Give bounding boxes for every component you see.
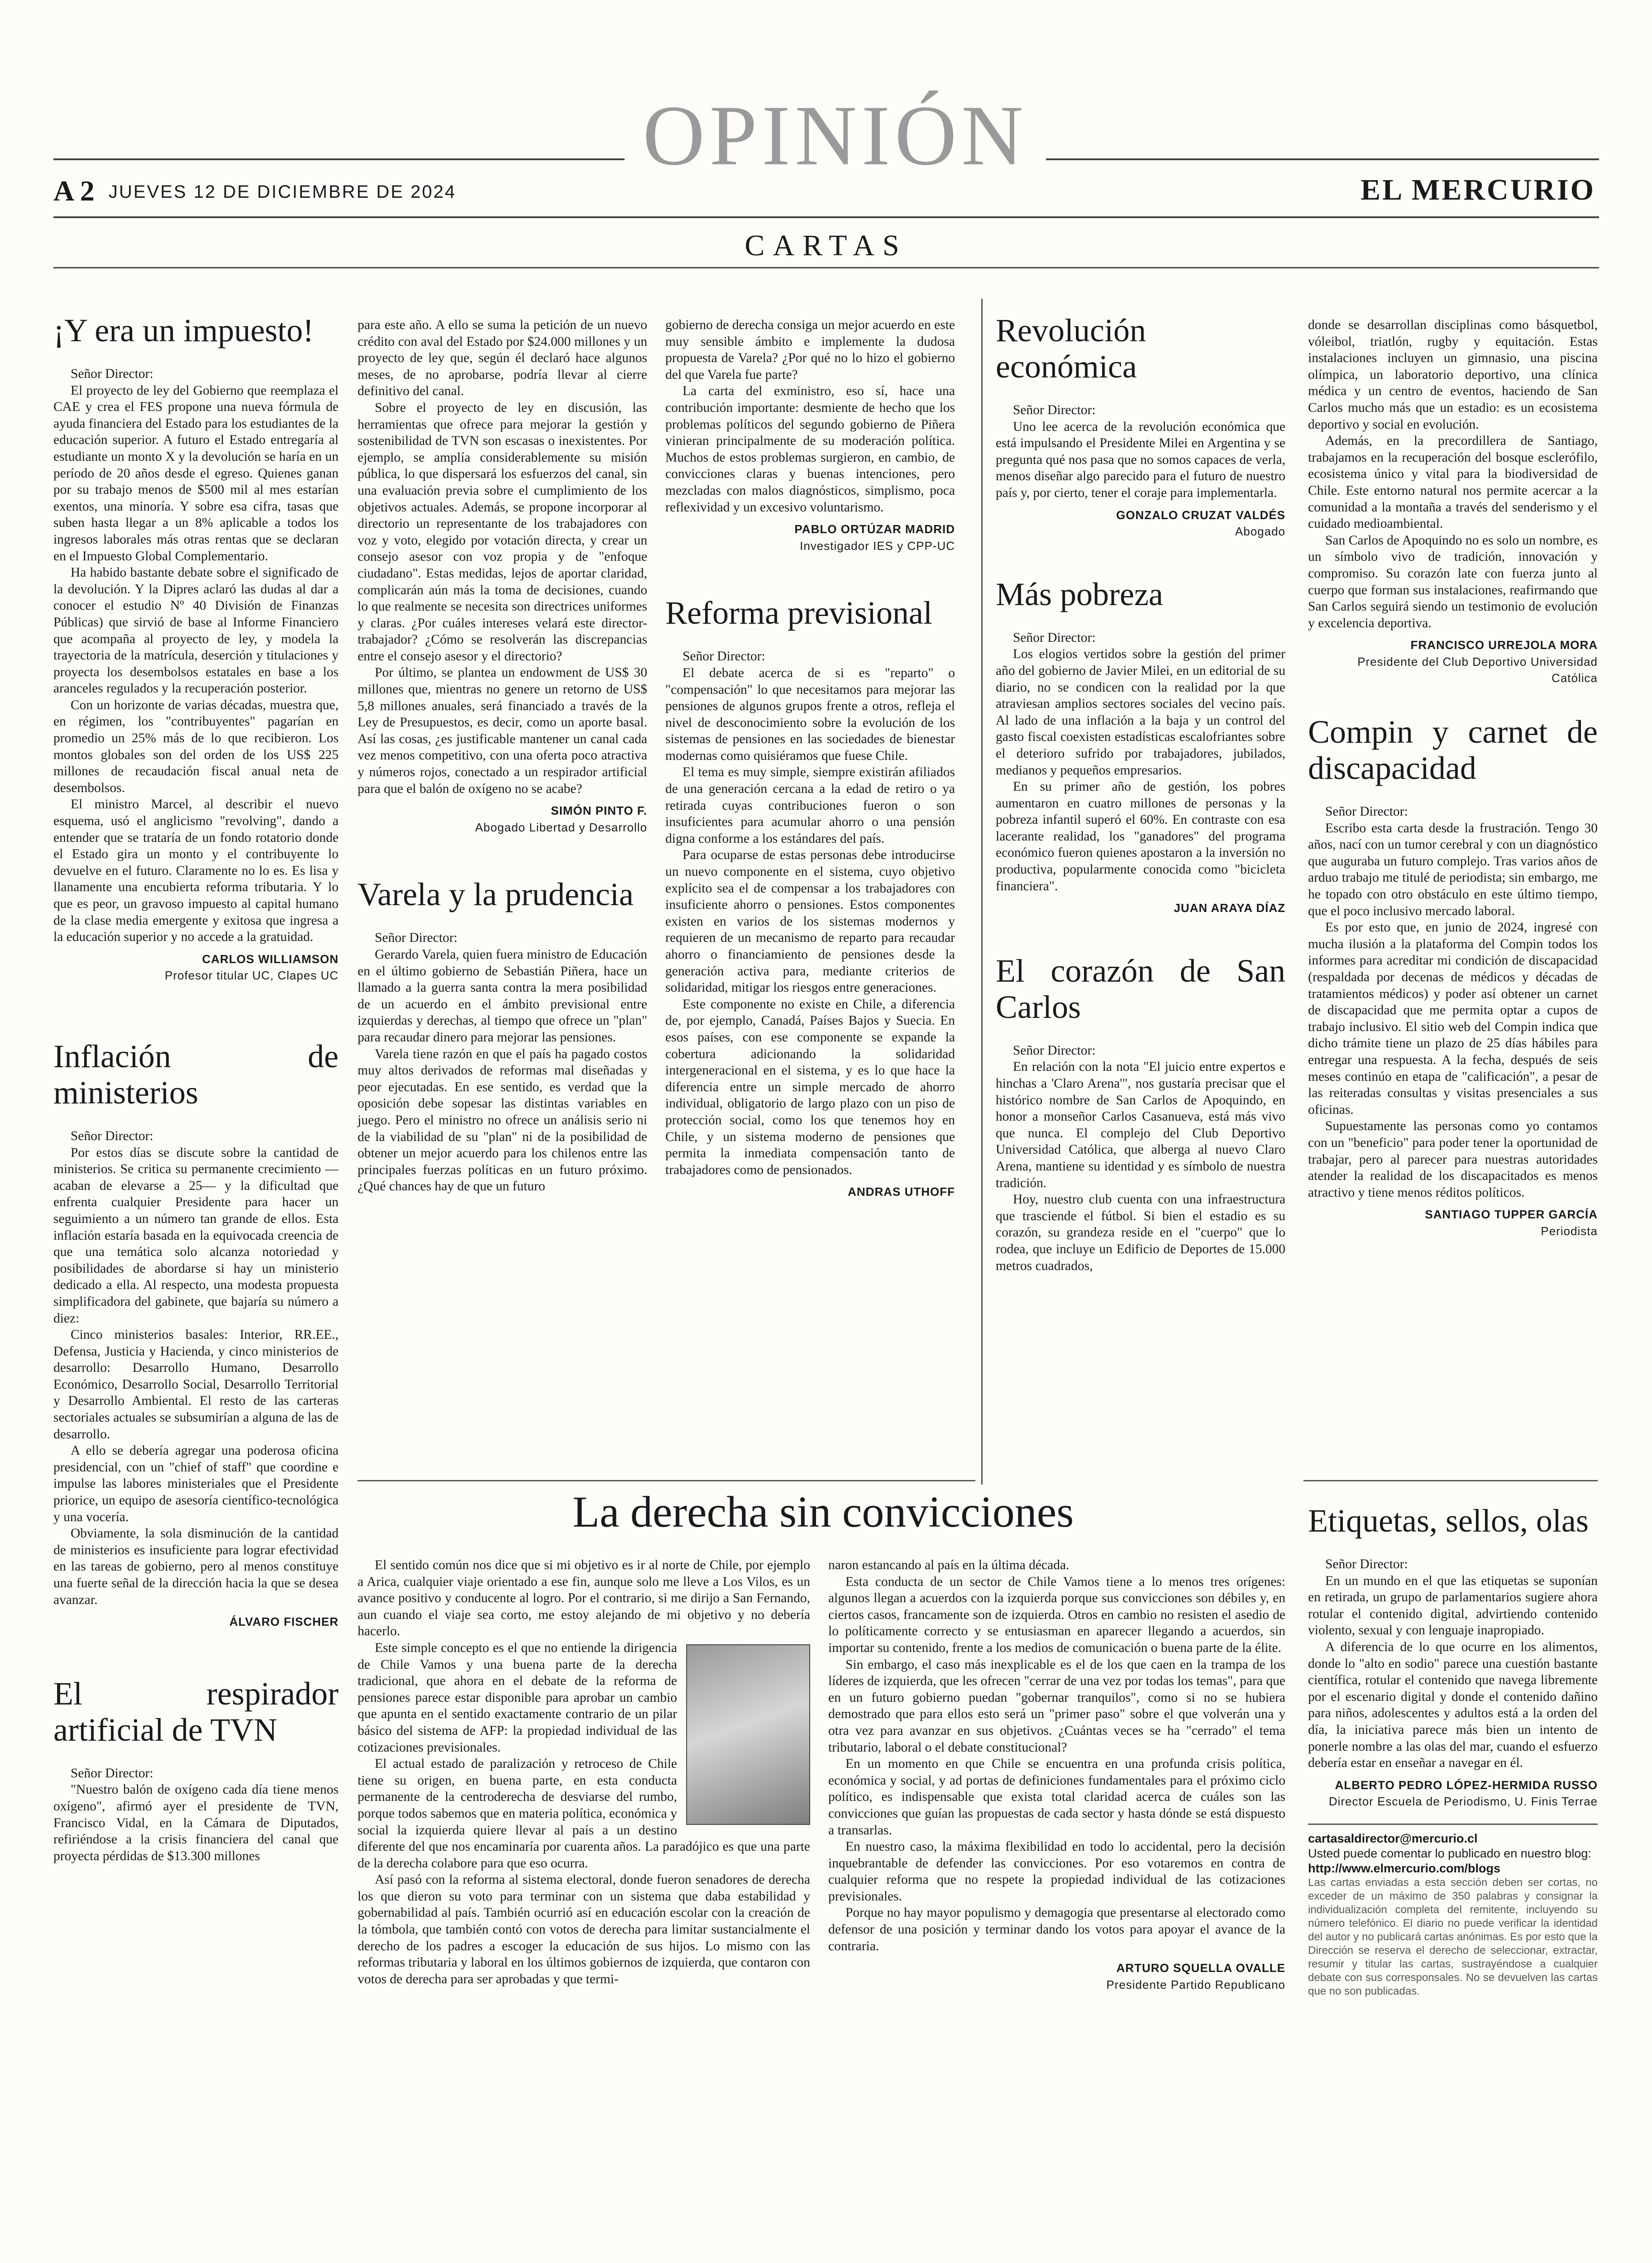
paragraph: para este año. A ello se suma la petición de un nuevo crédito con aval del Estado por $24.000 millones y un proyecto de ley que, según él declaró hace algunos meses, de no aprobarse, podría llevar al cierre definitivo del canal.	[358, 318, 647, 399]
salutation: Señor Director:	[71, 367, 153, 381]
signature	[996, 507, 1285, 540]
letter-title: Etiquetas, sellos, olas	[1308, 1503, 1589, 1539]
signature-role: Presidente Partido Republicano	[1106, 1977, 1285, 1991]
paragraph: Cinco ministerios basales: Interior, RR.EE., Defensa, Justicia y Hacienda, y cinco ministerios de desarrollo: Desarrollo Humano, Desarrollo Económico, Desarrollo Social, Desarrollo Territorial y Desarrollo Ambiental. El resto de las carteras sectoriales actuales se subsumirían a alguna de las de desarrollo.	[53, 1327, 339, 1442]
subsection-title: CARTAS	[745, 229, 907, 262]
paragraph: Este simple concepto es el que no entiende la dirigencia de Chile Vamos y una buena parte de la derecha tradicional, que ahora en el debate de la reforma de pensiones parece estar disponible para aprobar un cambio que apunta en el sentido exactamente contrario de un pilar básico del sistema de AFP: la propiedad individual de las cotizaciones previsionales.	[358, 1640, 677, 1755]
signature-role: Periodista	[1541, 1224, 1598, 1238]
signature-name: FRANCISCO URREJOLA MORA	[1410, 638, 1598, 652]
signature-name: GONZALO CRUZAT VALDÉS	[1116, 508, 1285, 522]
paragraph: Con un horizonte de varias décadas, muestra que, en régimen, los "contribuyentes" pagarían en promedio un 25% más de lo que recibieron. Los montos globales son del orden de los US$ 225 millones de recaudación fiscal anual neta de desembolsos.	[53, 697, 339, 795]
issue-date: JUEVES 12 DE DICIEMBRE DE 2024	[109, 182, 457, 202]
paragraph: Por último, se plantea un endowment de US$ 30 millones que, mientras no genere un retorno de US$ 5,8 millones anuales, será financiado a través de la Ley de Presupuestos, es decir, como un aporte basal. Así las cosas, ¿es justificable mantener un canal cada vez menos competitivo, con una oferta poco atractiva y números rojos, conectado a un respirador artificial para que el balón de oxígeno no se acabe?	[358, 665, 647, 796]
signature	[1308, 637, 1598, 687]
paragraph: Así pasó con la reforma al sistema electoral, donde fueron senadores de derecha los que dieron su voto para terminar con un sistema que daba estabilidad y gobernabilidad al país. También ocurrió así en educación escolar con la creación de la tómbola, que también contó con votos de derecha para limitar sustancialmente el derecho de los padres a escoger la educación de sus hijos. Lo mismo con las reformas tributaria y laboral en los últimos gobiernos de izquierda, que contaron con votos de derecha para ser aprobadas y que termi-	[358, 1872, 810, 1986]
paragraph: Porque no hay mayor populismo y demagogia que presentarse al electorado como defensor de una posición y terminar dando los votos para apoyar el avance de la contraria.	[828, 1905, 1285, 1953]
paragraph: Es por esto que, en junio de 2024, ingresé con mucha ilusión a la plataforma del Compin todos los informes para acreditar mi condición de discapacidad (respaldada por decenas de médicos y décadas de tratamientos médicos) y poder así obtener un carnet de discapacidad que me permita optar a cupos de trabajo inclusivo. El sitio web del Compin indica que dicho trámite tiene un plazo de 25 días hábiles para entregar una respuesta. A la fecha, después de seis meses continúo en etapa de "calificación", a pesar de las reiteradas consultas y visitas presenciales a sus oficinas.	[1308, 920, 1598, 1117]
signature	[53, 1614, 339, 1630]
paragraph: En relación con la nota "El juicio entre expertos e hinchas a 'Claro Arena'", nos gustaría precisar que el histórico nombre de San Carlos de Apoquindo, en honor a monseñor Carlos Casanueva, está más vivo que nunca. El complejo del Club Deportivo Universidad Católica, que alberga al nuevo Claro Arena, mantiene su identidad y es símbolo de nuestra tradición.	[996, 1060, 1285, 1190]
contact-rules: Las cartas enviadas a esta sección deben ser cortas, no exceder de un máximo de 350 palabras y consignar la individualización completa del remitente, incluyendo su número telefónico. El diario no puede verificar la identidad del autor y no publicará cartas anónimas. Es por esto que la Dirección se reserva el derecho de seleccionar, extractar, resumir y titular las cartas, sustrayéndose a cualquier debate con sus corresponsales. No se devuelven las cartas que no son publicadas.	[1308, 1876, 1598, 1997]
letter-title: Compin y carnet de discapacidad	[1308, 714, 1598, 787]
paragraph: Uno lee acerca de la revolución económica que está impulsando el Presidente Milei en Argentina y se pregunta qué nos pasa que no somos capaces de verla, menos diseñar algo parecido para el futuro de nuestro país y, por cierto, tener el coraje para implementarla.	[996, 419, 1285, 500]
signature-role: Profesor titular UC, Clapes UC	[165, 969, 339, 983]
salutation: Señor Director:	[683, 649, 765, 664]
paragraph: En su primer año de gestión, los pobres aumentaron en cuatro millones de personas y la pobreza infantil superó el 60%. En contraste con esa lacerante realidad, los "ganadores" del programa económico fueron quienes apostaron a la inversión no productiva, popularmente conocida como "bicicleta financiera".	[996, 779, 1285, 893]
paragraph: En nuestro caso, la máxima flexibilidad en todo lo accidental, pero la decisión inquebrantable de defender las convicciones. Por eso votaremos en contra de cualquier reforma que no respete la propiedad individual de las cotizaciones previsionales.	[828, 1839, 1285, 1904]
signature	[665, 521, 955, 554]
letter-title: Reforma previsional	[665, 595, 932, 631]
signature	[828, 1960, 1285, 1993]
letter-title: Más pobreza	[996, 576, 1163, 612]
paragraph: En un momento en que Chile se encuentra en una profunda crisis política, económica y social, y ad portas de definiciones fundamentales para el próximo ciclo político, es indispensable que exista total claridad acerca de cuáles son las convicciones que guían las propuestas de cada sector y hasta dónde se está dispuesto a transarlas.	[828, 1757, 1285, 1838]
section-title: OPINIÓN	[625, 93, 1046, 179]
signature	[996, 900, 1285, 917]
signature-role: Presidente del Club Deportivo Universidad Católica	[1357, 654, 1598, 685]
paragraph: Además, en la precordillera de Santiago, trabajamos en la recuperación del bosque esclerófilo, ecosistema único y vital para la biodiversidad de Chile. Este entorno natural nos permite acercar a la comunidad a la montaña a través del senderismo y el cuidado medioambiental.	[1308, 434, 1598, 531]
paragraph: Por estos días se discute sobre la cantidad de ministerios. Se critica su permanente crecimiento —acaban de elevarse a 25— y la dificultad que enfrenta cualquier Presidente para hacer un seguimiento a un número tan grande de ellos. Esta inflación estaría basada en la equivocada creencia de que una temática solo alcanza notoriedad y posibilidades de abordarse si hay un ministerio dedicado a ella. Al respecto, una modesta propuesta simplificadora del gabinete, que bajaría su número a diez:	[53, 1145, 339, 1326]
signature-role: Abogado	[1235, 525, 1285, 539]
page-number: A 2	[53, 175, 95, 207]
signature-name: ANDRAS UTHOFF	[848, 1185, 955, 1199]
signature-name: ALBERTO PEDRO LÓPEZ-HERMIDA RUSSO	[1335, 1778, 1598, 1792]
paragraph: Este componente no existe en Chile, a diferencia de, por ejemplo, Canadá, Países Bajos y Suecia. En esos países, con ese componente se expande la cobertura adicionando la solidaridad intergeneracional en el sistema, y es lo que hace la diferencia entre un simple mercado de ahorro individual, obligatorio de largo plazo con un piso de protección social, como los que tenemos hoy en Chile, y un sistema moderno de pensiones que permita la inmediata compensación tanto de trabajadores como de pensionados.	[665, 997, 955, 1177]
column-2	[358, 317, 647, 1195]
salutation: Señor Director:	[1325, 1557, 1408, 1571]
derecha-col-1	[358, 1557, 810, 1987]
newspaper-name: EL MERCURIO	[1361, 173, 1595, 206]
cartas-rule	[53, 267, 1599, 268]
letter-title: Inflación de ministerios	[53, 1038, 339, 1111]
paragraph: "Nuestro balón de oxígeno cada día tiene menos oxígeno", afirmó ayer el presidente de TVN, Francisco Vidal, en la Cámara de Diputados, refiriéndose a la crisis financiera del canal que proyecta pérdidas de $13.300 millones	[53, 1782, 339, 1863]
contact-email[interactable]: cartasaldirector@mercurio.cl	[1308, 1831, 1478, 1845]
paragraph: naron estancando al país en la última década.	[828, 1558, 1070, 1572]
salutation: Señor Director:	[1013, 403, 1096, 417]
paragraph: Para ocuparse de estas personas debe introducirse un nuevo componente en el sistema, cuyo objetivo explícito sea el de compensar a los trabajadores con insuficiente ahorro o pensiones. Estos componentes existen en varios de los sistemas modernos y requieren de un mecanismo de reparto para recaudar ahorro o financiamiento de pensiones desde la generación activa para, mediante criterios de solidaridad, mitigar los riesgos entre generaciones.	[665, 848, 955, 995]
salutation: Señor Director:	[71, 1128, 153, 1143]
salutation: Señor Director:	[1325, 804, 1408, 819]
signature-name: PABLO ORTÚZAR MADRID	[794, 522, 955, 536]
paragraph: El tema es muy simple, siempre existirán afiliados de una generación cercana a la edad de retiro o ya retirada cuyas contribuciones fueron o son insuficientes para acumular ahorro o una pensión digna conforme a los estándares del país.	[665, 765, 955, 846]
paragraph: Supuestamente las personas como yo contamos con un "beneficio" para poder tener la oportunidad de trabajar, pero al parecer para nuestras autoridades atender la realidad de los discapacitados es menos atractivo y tiene menos réditos políticos.	[1308, 1119, 1598, 1200]
paragraph: A ello se debería agregar una poderosa oficina presidencial, con un "chief of staff" que coordine e impulse las labores ministeriales que el Presidente priorice, un equipo de asesoría científico-tecnológica y una vocería.	[53, 1443, 339, 1524]
paragraph: Escribo esta carta desde la frustración. Tengo 30 años, nací con un tumor cerebral y con un diagnóstico que auguraba un futuro complejo. Tras varios años de arduo trabajo me titulé de periodista; sin embargo, me he topado con otro obstáculo en este último tiempo, que el poco inclusivo mercado laboral.	[1308, 821, 1598, 918]
divider	[1303, 1480, 1598, 1481]
paragraph: Hoy, nuestro club cuenta con una infraestructura que trasciende el fútbol. Si bien el estadio es su corazón, su grandeza reside en el "cuerpo" que lo rodea, que incluye un Edificio de Deportes de 15.000 metros cuadrados,	[996, 1192, 1285, 1273]
signature-name: CARLOS WILLIAMSON	[202, 952, 339, 966]
paragraph: Los elogios vertidos sobre la gestión del primer año del gobierno de Javier Milei, en un editorial de su diario, no se condicen con la realidad por la que atraviesan amplios sectores sociales del vecino país. Al lado de una inflación a la baja y un control del gasto fiscal coexisten estadísticas escalofriantes sobre el deterioro sufrido por trabajadores, jubilados, medianos y pequeños empresarios.	[996, 647, 1285, 778]
signature	[1308, 1777, 1598, 1810]
paragraph: Sin embargo, el caso más inexplicable es el de los que caen en la trampa de los líderes de izquierda, que les ofrecen "cerrar de una vez por todas los temas", para que en un futuro gobierno puedan "gobernar tranquilos", como si no se hubiera demostrado que para ellos esto será un "primer paso" sobre el que volverán una y otra vez para avanzar en sus objetivos. ¿Cuántas veces se ha "cerrado" el tema tributario, laboral o el debate constitucional?	[828, 1657, 1285, 1755]
salutation: Señor Director:	[71, 1766, 153, 1781]
salutation: Señor Director:	[1013, 1043, 1096, 1058]
paragraph: Obviamente, la sola disminución de la cantidad de ministerios es insuficiente para lograr efectividad en las tareas de gobierno, pero al menos constituye una fuerte señal de la dirección hacia la que se desea avanzar.	[53, 1526, 339, 1607]
signature-name: SANTIAGO TUPPER GARCÍA	[1425, 1208, 1598, 1222]
paragraph: Sobre el proyecto de ley en discusión, las herramientas que ofrece para mejorar la gestión y sostenibilidad de TVN son escasas o inexistentes. Por ejemplo, se amplía considerablemente su misión pública, lo que dispersará los esfuerzos del canal, sin una evaluación previa sobre el cumplimiento de los objetivos actuales. Además, se propone incorporar al directorio un representante de los trabajadores con voz y voto, elegido por votación directa, y crear un consejo asesor con voz propia y de "enfoque ciudadano". Estas medidas, lejos de aportar claridad, complicarán aún más la toma de decisiones, cuando lo que realmente se necesita son directrices uniformes y claras. ¿Por cuáles intereses velará este director-trabajador? ¿Cómo se resolverán las discrepancias entre el consejo asesor y el directorio?	[358, 400, 647, 664]
letter-title: ¡Y era un impuesto!	[53, 312, 314, 349]
letter-title: Varela y la prudencia	[358, 876, 634, 913]
signature-role: Investigador IES y CPP-UC	[800, 539, 955, 553]
column-divider	[981, 299, 983, 1485]
header-rule	[53, 216, 1599, 218]
paragraph: En un mundo en el que las etiquetas se suponían en retirada, un grupo de parlamentarios sugiere ahora rotular el contenido digital, advirtiendo contenido violento, sexual y con lenguaje inapropiado.	[1308, 1573, 1598, 1638]
letter-title: El corazón de San Carlos	[996, 952, 1285, 1025]
paragraph: Gerardo Varela, quien fuera ministro de Educación en el último gobierno de Sebastián Piñera, hace un llamado a la guerra santa contra la mera posibilidad de un acuerdo en el ámbito previsional entre izquierdas y derechas, al tiempo que ofrece un "plan" para recaudar dinero para mejorar las pensiones.	[358, 947, 647, 1045]
column-3	[665, 317, 955, 1200]
letter-title: El respirador artificial de TVN	[53, 1675, 339, 1748]
signature	[1308, 1206, 1598, 1239]
signature	[53, 951, 339, 984]
paragraph: Esta conducta de un sector de Chile Vamos tiene a lo menos tres orígenes: algunos llegan a acuerdos con la izquierda porque sus convicciones son débiles y, en ciertos casos, francamente son de izquierda. Otros en cambio no resisten el asedio de lo políticamente correcto y se entusiasman en aparecer llegando a acuerdos, sin importar su contenido, frente a los medios de comunicación o buena parte de la élite.	[828, 1574, 1285, 1655]
author-portrait	[686, 1644, 810, 1825]
paragraph: Ha habido bastante debate sobre el significado de la devolución. Y la Dipres aclaró las dudas al dar a conocer el estudio Nº 40 División de Finanzas Públicas) que sirvió de base al Informe Financiero que acompaña al proyecto de ley, y modela la trayectoria de la matrícula, deserción y titulaciones y proyecta los desembolsos estatales en base a los aranceles regulados y la recuperación posterior.	[53, 565, 339, 696]
paragraph: A diferencia de lo que ocurre en los alimentos, donde lo "alto en sodio" parece una cuestión bastante científica, rotular el contenido que navega libremente por el escenario digital y donde el contenido dañino para niños, adolescentes y adultos está a la orden del día, la iniciativa parece más bien un intento de ponerle nombre a las olas del mar, cuando el esfuerzo debería estar en enseñar a navegar en él.	[1308, 1639, 1598, 1771]
paragraph: Varela tiene razón en que el país ha pagado costos muy altos derivados de reformas mal diseñadas y peor ejecutadas. En ese sentido, es verdad que la oposición debe sopesar las distintas variables en juego. Pero el ministro no ofrece un análisis serio ni de la viabilidad de su "plan" ni de la posibilidad de obtener un mejor acuerdo para los chilenos entre las principales fuerzas políticas en un futuro próximo. ¿Qué chances hay de que un futuro	[358, 1046, 647, 1194]
column-title: La derecha sin convicciones	[573, 1488, 1074, 1537]
paragraph: El debate acerca de si es "reparto" o "compensación" lo que necesitamos para mejorar las pensiones de algunos grupos frente a otros, refleja el nivel de desconocimiento sobre la evolución de los sistemas de pensiones en las sociedades de bienestar modernas como quisiéramos que fuese Chile.	[665, 665, 955, 763]
signature-role: Abogado Libertad y Desarrollo	[475, 820, 647, 834]
paragraph: El sentido común nos dice que si mi objetivo es ir al norte de Chile, por ejemplo a Arica, cualquier viaje orientado a ese fin, aunque solo me lleve a Los Vilos, es un avance positivo y conducente al logro. Por el contrario, si me dirijo a San Fernando, aun cuando el viaje sea corto, me estoy alejando de mi objetivo y no debería hacerlo.	[358, 1558, 810, 1639]
paragraph: El actual estado de paralización y retroceso de Chile tiene su origen, en buena parte, en esta conducta permanente de la centroderecha de desviarse del rumbo, porque todos sabemos que en materia política, económica y social la izquierda quiere llevar al país a un destino diferente del que nos encaminaría por cuarenta años. La paradójico es que una parte de la derecha colabore para que eso ocurra.	[358, 1757, 810, 1871]
column-4	[996, 312, 1285, 1274]
paragraph: gobierno de derecha consiga un mejor acuerdo en este muy sensible ámbito e implemente la dudosa propuesta de Varela? ¿Por qué no lo hizo el gobierno del que Varela fue parte?	[665, 318, 955, 382]
contact-box	[1308, 1824, 1598, 1998]
signature-name: ÁLVARO FISCHER	[229, 1615, 339, 1629]
paragraph: donde se desarrollan disciplinas como básquetbol, vóleibol, triatlón, rugby y equitación. Estas instalaciones incluyen un gimnasio, una piscina olímpica, un laboratorio deportivo, una clínica médica y un centro de eventos, haciendo de San Carlos mucho más que un estadio: es un ecosistema deportivo y social en evolución.	[1308, 318, 1598, 432]
signature	[665, 1184, 955, 1200]
contact-blog-link[interactable]: http://www.elmercurio.com/blogs	[1308, 1861, 1501, 1875]
column-5	[1308, 317, 1598, 1240]
signature-name: SIMÓN PINTO F.	[551, 804, 647, 818]
paragraph: San Carlos de Apoquindo no es solo un nombre, es un símbolo vivo de tradición, innovación y compromiso. Su corazón late con fuerza junto al cuerpo que forman sus instalaciones, reafirmando que San Carlos seguirá siendo un testimonio de evolución y excelencia deportiva.	[1308, 533, 1598, 630]
salutation: Señor Director:	[375, 931, 458, 945]
column-5b	[1308, 1503, 1598, 1998]
letter-title: Revolución económica	[996, 312, 1146, 385]
paragraph: El proyecto de ley del Gobierno que reemplaza el CAE y crea el FES propone una nueva fórmula de ayuda financiera del Estado para los estudiantes de la educación superior. A futuro el Estado entregaría al estudiante un monto X y la devolución se haría en un período de 20 años desde el egreso. Quienes ganan por su trabajo menos de $500 mil al mes estarían exentos, una minoría. Y sobre esa cifra, tasas que suben hasta llegar a un 8% aplicable a todos los ingresos laborales más otras rentas que se declaran en el Impuesto Global Complementario.	[53, 383, 339, 563]
signature-name: ARTURO SQUELLA OVALLE	[1116, 1961, 1285, 1975]
paragraph: El ministro Marcel, al describir el nuevo esquema, usó el anglicismo "revolving", dando a entender que se trataría de un fondo rotatorio donde el Estado gira un monto y el contribuyente lo devuelve en el futuro. Claramente no lo es. Es lisa y llanamente una encubierta reforma tributaria. Y lo que es peor, un gravoso impuesto al capital humano de la clase media emergente y exitosa que ingresa a la educación superior y no accede a la gratuidad.	[53, 797, 339, 945]
signature-name: JUAN ARAYA DÍAZ	[1174, 901, 1285, 915]
paragraph: La carta del exministro, eso sí, hace una contribución importante: desmiente de hecho que los problemas políticos del segundo gobierno de Piñera vinieran principalmente de su moderación política. Muchos de estos problemas surgieron, en cambio, de convicciones claras y buenas intenciones, pero mezcladas con malos diagnósticos, simplismo, poca reflexividad y un excesivo voluntarismo.	[665, 384, 955, 515]
divider	[358, 1480, 975, 1481]
salutation: Señor Director:	[1013, 630, 1096, 645]
signature-role: Director Escuela de Periodismo, U. Finis Terrae	[1328, 1795, 1598, 1809]
contact-blog-label: Usted puede comentar lo publicado en nuestro blog:	[1308, 1846, 1591, 1860]
column-1	[53, 312, 339, 1864]
signature	[358, 802, 647, 835]
derecha-col-2	[828, 1557, 1285, 1993]
